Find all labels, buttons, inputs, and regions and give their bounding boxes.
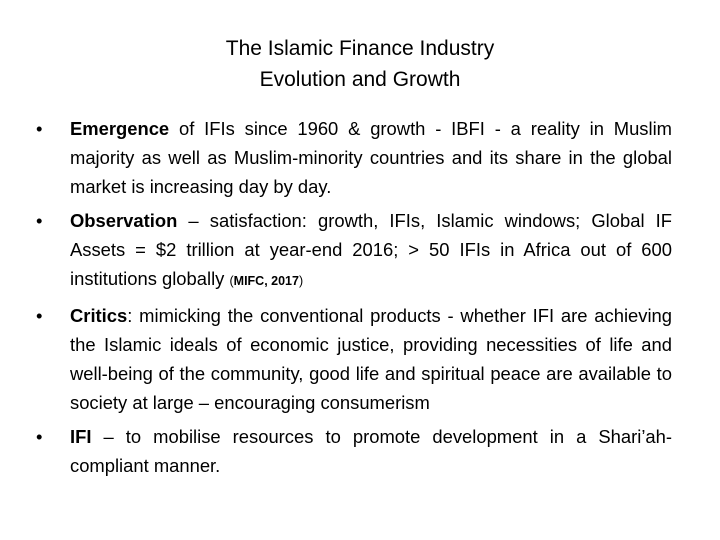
bullet-text: of IFIs since 1960 & growth - IBFI - a reality in Muslim majority as well as Muslim-minority countries and its share in the global market is increasing day by day. <box>70 118 672 197</box>
bullet-text: – to mobilise resources to promote development in a Shari’ah-compliant manner. <box>70 426 672 476</box>
bullet-dot-icon: • <box>36 305 43 326</box>
bullet-keyword: Critics <box>70 305 128 326</box>
slide-title <box>0 33 720 95</box>
bullet-item-observation <box>36 206 672 296</box>
bullet-item-ifi <box>36 422 672 480</box>
bullet-dot-icon: • <box>36 210 43 231</box>
bullet-list <box>36 114 672 485</box>
title-line-2: Evolution and Growth <box>259 68 461 91</box>
bullet-item-emergence <box>36 114 672 201</box>
bullet-dot-icon: • <box>36 426 43 447</box>
title-line-1: The Islamic Finance Industry <box>225 37 495 60</box>
bullet-text: : mimicking the conventional products - whether IFI are achieving the Islamic ideals of economic justice, providing necessities of life and well-being of the community, good life and spiritual peace are available to society at large – encouraging consumerism <box>70 305 672 413</box>
bullet-dot-icon: • <box>36 118 43 139</box>
bullet-keyword: Emergence <box>70 118 170 139</box>
bullet-text: – satisfaction: growth, IFIs, Islamic windows; Global IF Assets = $2 trillion at year-end 2016; > 50 IFIs in Africa out of 600 institutions globally <box>70 210 672 289</box>
citation: MIFC, 2017 <box>233 274 299 288</box>
citation-open-paren: ( <box>229 274 234 288</box>
citation-close-paren: ) <box>298 274 304 288</box>
bullet-item-critics <box>36 301 672 417</box>
bullet-keyword: IFI <box>70 426 92 447</box>
bullet-keyword: Observation <box>70 210 178 231</box>
